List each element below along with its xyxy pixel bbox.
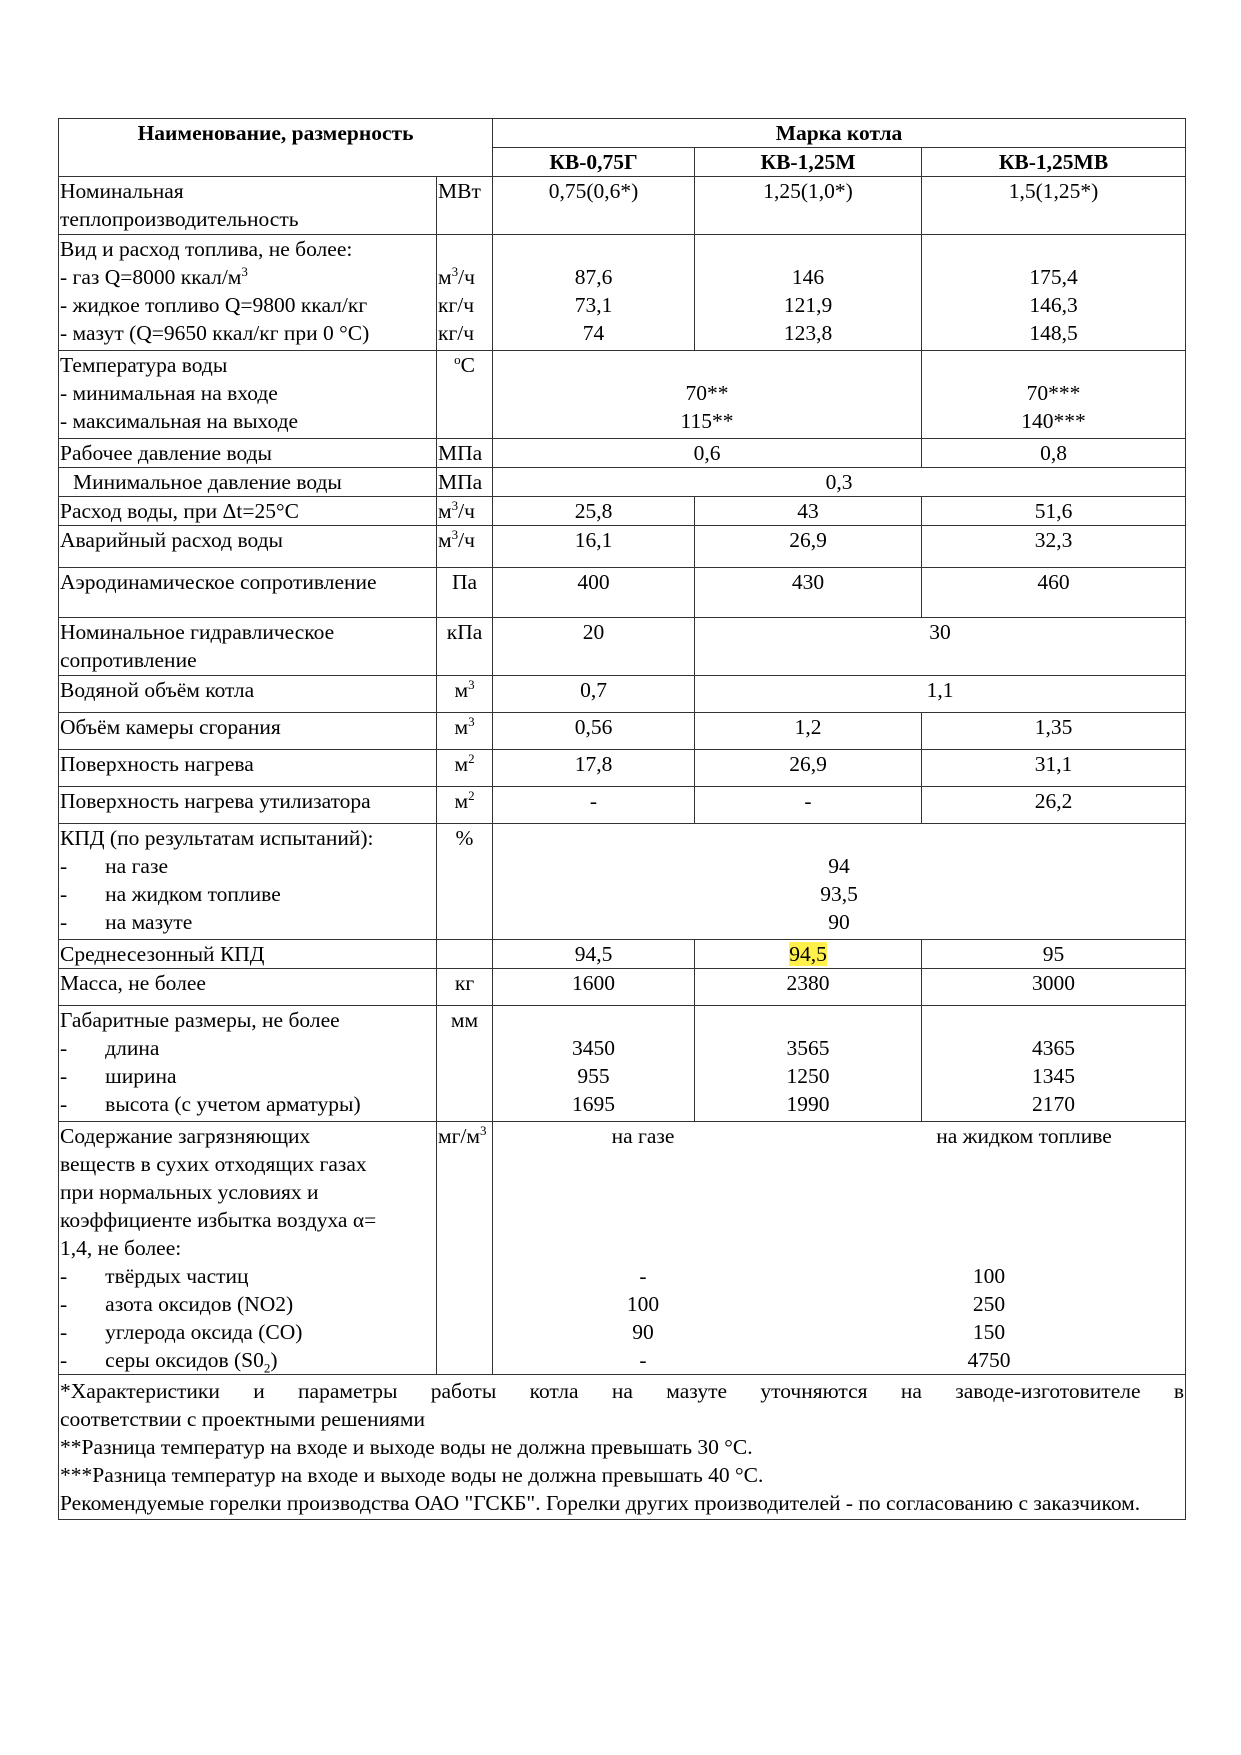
note-4: Рекомендуемые горелки производства ОАО "ГСКБ". Горелки других производителей - по согласованию с заказчиком.: [60, 1491, 1141, 1515]
row-label: Содержание загрязняющих веществ в сухих отходящих газах при нормальных условиях и коэффициенте избытка воздуха α= 1,4, не более: - твёрдых частиц - азота оксидов (NO2) - углерода оксида (СО) - серы оксидов $(S0_2)$: [59, 1122, 437, 1375]
header-model: КВ-1,25М: [695, 148, 922, 177]
row-unit: МПа: [437, 468, 493, 497]
row-label: Поверхность нагрева утилизатора: [59, 787, 437, 824]
row-unit: МПа: [437, 439, 493, 468]
cell: 70*** 140***: [922, 351, 1186, 439]
cell: 70** 115**: [493, 351, 922, 439]
row-unit: Па: [437, 568, 493, 618]
boiler-specs-table: [58, 118, 1186, 1520]
cell: -: [695, 787, 922, 824]
row-unit: МВт: [437, 177, 493, 235]
cell: 1,5(1,25*): [922, 177, 1186, 235]
row-label: Температура воды - минимальная на входе - максимальная на выходе: [59, 351, 437, 439]
cell: 1,25(1,0*): [695, 177, 922, 235]
row-unit: $м^3$: [437, 676, 493, 713]
cell: 95: [922, 940, 1186, 969]
row-unit: [437, 940, 493, 969]
row-label: Масса, не более: [59, 969, 437, 1006]
row-util-surface: [59, 787, 1186, 824]
row-unit: кПа: [437, 618, 493, 676]
cell: 1,35: [922, 713, 1186, 750]
cell: 16,1: [493, 526, 695, 568]
cell: 25,8: [493, 497, 695, 526]
row-label: Габаритные размеры, не более - длина - ширина - высота (с учетом арматуры): [59, 1006, 437, 1122]
row-efficiency: [59, 824, 1186, 940]
row-label: Аварийный расход воды: [59, 526, 437, 568]
cell: 400: [493, 568, 695, 618]
note-2: **Разница температур на входе и выходе воды не должна превышать 30 °С.: [60, 1435, 753, 1459]
row-unit: %: [437, 824, 493, 940]
cell: 1,2: [695, 713, 922, 750]
row-unit: $м^3/ч$: [437, 497, 493, 526]
cell: 3450 955 1695: [493, 1006, 695, 1122]
cell: 146 121,9 123,8: [695, 235, 922, 351]
row-unit: $^о$С: [437, 351, 493, 439]
row-unit: кг: [437, 969, 493, 1006]
cell: 1,1: [695, 676, 1186, 713]
row-notes: [59, 1375, 1186, 1520]
row-water-volume: [59, 676, 1186, 713]
row-label: Поверхность нагрева: [59, 750, 437, 787]
cell: 26,2: [922, 787, 1186, 824]
cell: 0,7: [493, 676, 695, 713]
row-unit: $м^3$: [437, 713, 493, 750]
row-fuel: [59, 235, 1186, 351]
cell: 460: [922, 568, 1186, 618]
row-label: Вид и расход топлива, не более: - газ Q=8000 ккал/$м^3$ - жидкое топливо Q=9800 ккал/кг - мазут (Q=9650 ккал/кг при 0 °С): [59, 235, 437, 351]
row-label: Аэродинамическое сопротивление: [59, 568, 437, 618]
cell: 51,6: [922, 497, 1186, 526]
cell: 3565 1250 1990: [695, 1006, 922, 1122]
row-label: Среднесезонный КПД: [59, 940, 437, 969]
cell: 43: [695, 497, 922, 526]
row-emergency-flow: [59, 526, 1186, 568]
cell: 0,6: [493, 439, 922, 468]
note-1-cont: соответствии с проектными решениями: [60, 1407, 425, 1431]
cell: 0,56: [493, 713, 695, 750]
cell: 30: [695, 618, 1186, 676]
row-mass: [59, 969, 1186, 1006]
row-unit: $м^2$: [437, 750, 493, 787]
row-unit: мм: [437, 1006, 493, 1122]
header-brand: Марка котла: [493, 119, 1186, 148]
row-aero: [59, 568, 1186, 618]
cell: 87,6 73,1 74: [493, 235, 695, 351]
cell: 175,4 146,3 148,5: [922, 235, 1186, 351]
header-model: КВ-0,75Г: [493, 148, 695, 177]
row-seasonal: [59, 940, 1186, 969]
cell: 2380: [695, 969, 922, 1006]
cell: 26,9: [695, 750, 922, 787]
cell: 3000: [922, 969, 1186, 1006]
note-1: *Характеристики и параметры работы котла на мазуте уточняются на заводе-изготовителе в: [60, 1379, 1185, 1403]
cell: 0,3: [493, 468, 1186, 497]
note-3: ***Разница температур на входе и выходе воды не должна превышать 40 °С.: [60, 1463, 764, 1487]
row-unit: $мг/м^3$: [437, 1122, 493, 1375]
cell: 0,8: [922, 439, 1186, 468]
notes: [59, 1375, 1186, 1520]
row-label: КПД (по результатам испытаний): - на газе - на жидком топливе - на мазуте: [59, 824, 437, 940]
row-label: Водяной объём котла: [59, 676, 437, 713]
cell: 26,9: [695, 526, 922, 568]
row-label: Минимальное давление воды: [59, 468, 437, 497]
row-label: Номинальное гидравлическое сопротивление: [59, 618, 437, 676]
cell: 20: [493, 618, 695, 676]
cell: -: [493, 787, 695, 824]
cell: 94 93,5 90: [493, 824, 1186, 940]
row-power: [59, 177, 1186, 235]
row-temperature: [59, 351, 1186, 439]
row-dimensions: [59, 1006, 1186, 1122]
row-unit: $м^3/ч$ кг/ч кг/ч: [437, 235, 493, 351]
row-hydraulic: [59, 618, 1186, 676]
row-label: Рабочее давление воды: [59, 439, 437, 468]
row-emissions: [59, 1122, 1186, 1375]
cell: 94,5: [493, 940, 695, 969]
highlighted-value: 94,5: [789, 942, 827, 966]
cell: 1600: [493, 969, 695, 1006]
emissions-values: на газе - 100 90 - на жидком топливе 100 250 150 4750: [493, 1122, 1186, 1375]
header-name: Наименование, размерность: [59, 119, 493, 177]
cell: 4365 1345 2170: [922, 1006, 1186, 1122]
row-label: Объём камеры сгорания: [59, 713, 437, 750]
row-chamber-volume: [59, 713, 1186, 750]
header-model: КВ-1,25МВ: [922, 148, 1186, 177]
cell: 17,8: [493, 750, 695, 787]
cell: 0,75(0,6*): [493, 177, 695, 235]
row-water-flow: [59, 497, 1186, 526]
document: [58, 118, 1185, 1520]
row-label: Номинальная теплопроизводительность: [59, 177, 437, 235]
row-unit: $м^3/ч$: [437, 526, 493, 568]
cell: 31,1: [922, 750, 1186, 787]
row-label: Расход воды, при Δt=25°С: [59, 497, 437, 526]
cell: 32,3: [922, 526, 1186, 568]
row-heating-surface: [59, 750, 1186, 787]
row-min-pressure: [59, 468, 1186, 497]
row-work-pressure: [59, 439, 1186, 468]
cell: 430: [695, 568, 922, 618]
row-unit: $м^2$: [437, 787, 493, 824]
cell: [695, 940, 922, 969]
